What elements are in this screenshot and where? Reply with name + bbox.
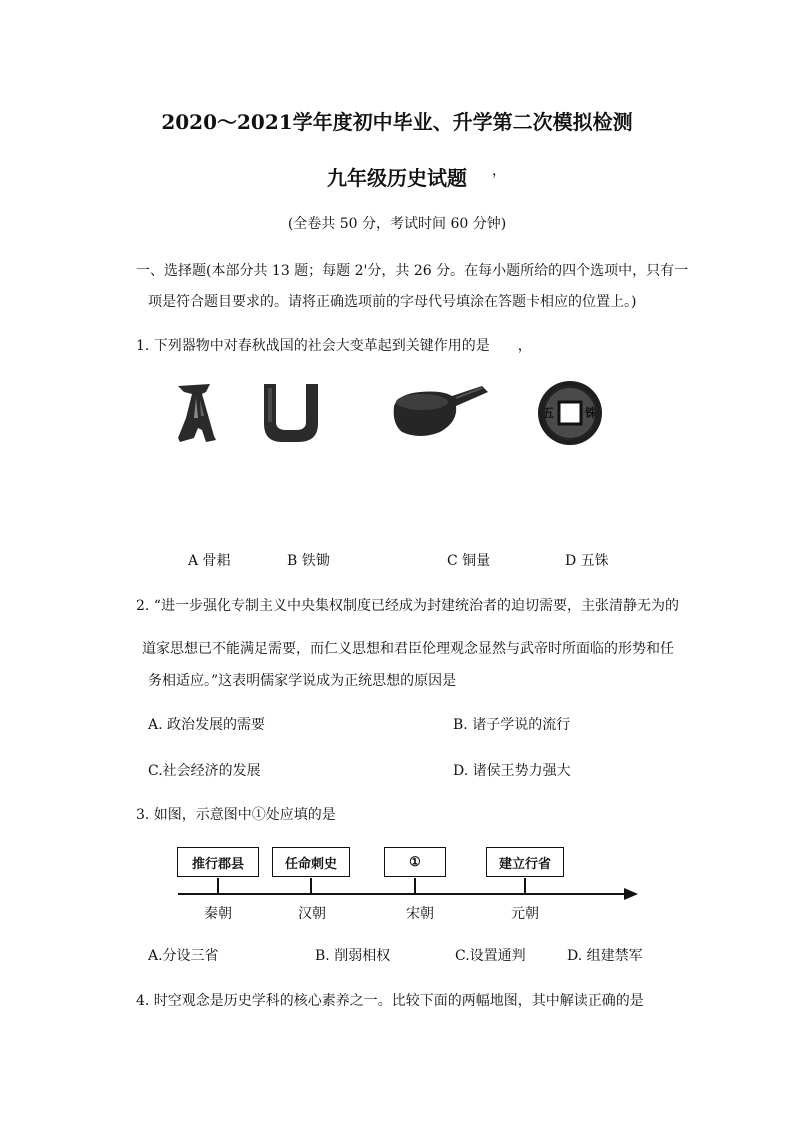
q2-option-d: D. 诸侯王势力强大 <box>453 763 571 779</box>
timeline-box-song: ① <box>384 847 446 877</box>
q4-stem: 4. 时空观念是历史学科的核心素养之一。比较下面的两幅地图，其中解读正确的是 <box>136 993 644 1009</box>
section-instructions-line1: 一、选择题(本部分共 13 题；每题 2'分，共 26 分。在每小题所给的四个选项中，只有一 <box>136 263 689 279</box>
q1-option-b: B 铁锄 <box>287 553 330 569</box>
q2-option-b: B. 诸子学说的流行 <box>453 717 571 733</box>
exam-note: (全卷共 50 分，考试时间 60 分钟) <box>287 216 507 232</box>
q3-option-b: B. 削弱相权 <box>315 948 391 964</box>
exam-subtitle: 九年级历史试题 <box>327 166 467 190</box>
timeline-axis <box>178 893 628 895</box>
q3-option-c: C.设置通判 <box>455 948 526 964</box>
q1-option-c: C 铜量 <box>447 553 491 569</box>
timeline-box-han: 任命刺史 <box>272 847 350 877</box>
timeline-label-song: 宋朝 <box>406 906 434 922</box>
coin-char-wu: 五 <box>542 406 555 420</box>
q2-option-a: A. 政治发展的需要 <box>148 717 266 733</box>
timeline-tick <box>217 878 219 893</box>
q1-option-d: D 五铢 <box>565 553 609 569</box>
q2-stem-line2: 道家思想已不能满足需要，而仁义思想和君臣伦理观念显然与武帝时所面临的形势和任 <box>142 641 674 657</box>
timeline-label-yuan: 元朝 <box>511 906 539 922</box>
section-instructions-line2: 项是符合题目要求的。请将正确选项前的字母代号填涂在答题卡相应的位置上。) <box>148 294 637 310</box>
coin-char-zhu: 铢 <box>585 406 598 420</box>
q3-option-d: D. 组建禁军 <box>567 948 643 964</box>
iron-hoe-icon <box>258 378 324 448</box>
timeline-tick <box>524 878 526 893</box>
q2-option-c: C.社会经济的发展 <box>148 763 261 779</box>
q3-stem: 3. 如图，示意图中①处应填的是 <box>136 807 336 823</box>
wuzhu-coin-icon <box>537 380 603 446</box>
stray-mark: ， <box>492 163 506 179</box>
exam-title: 2020～2021学年度初中毕业、升学第二次模拟检测 <box>161 110 633 134</box>
timeline-label-han: 汉朝 <box>298 906 326 922</box>
timeline-tick <box>310 878 312 893</box>
timeline-label-qin: 秦朝 <box>204 906 232 922</box>
timeline-arrow-icon <box>624 888 638 900</box>
timeline-box-qin: 推行郡县 <box>177 847 259 877</box>
bronze-measure-icon <box>390 378 490 448</box>
q2-stem-line1: 2. “进一步强化专制主义中央集权制度已经成为封建统治者的迫切需要，主张清静无为的 <box>136 598 679 614</box>
timeline-tick <box>414 878 416 893</box>
timeline-box-yuan: 建立行省 <box>486 847 564 877</box>
q1-stem: 1. 下列器物中对春秋战国的社会大变革起到关键作用的是 ， <box>136 338 532 354</box>
q3-option-a: A.分设三省 <box>148 948 219 964</box>
q2-stem-line3: 务相适应。”这表明儒家学说成为正统思想的原因是 <box>148 673 457 689</box>
q1-option-a: A 骨耜 <box>188 553 231 569</box>
bone-spade-icon <box>170 378 224 448</box>
